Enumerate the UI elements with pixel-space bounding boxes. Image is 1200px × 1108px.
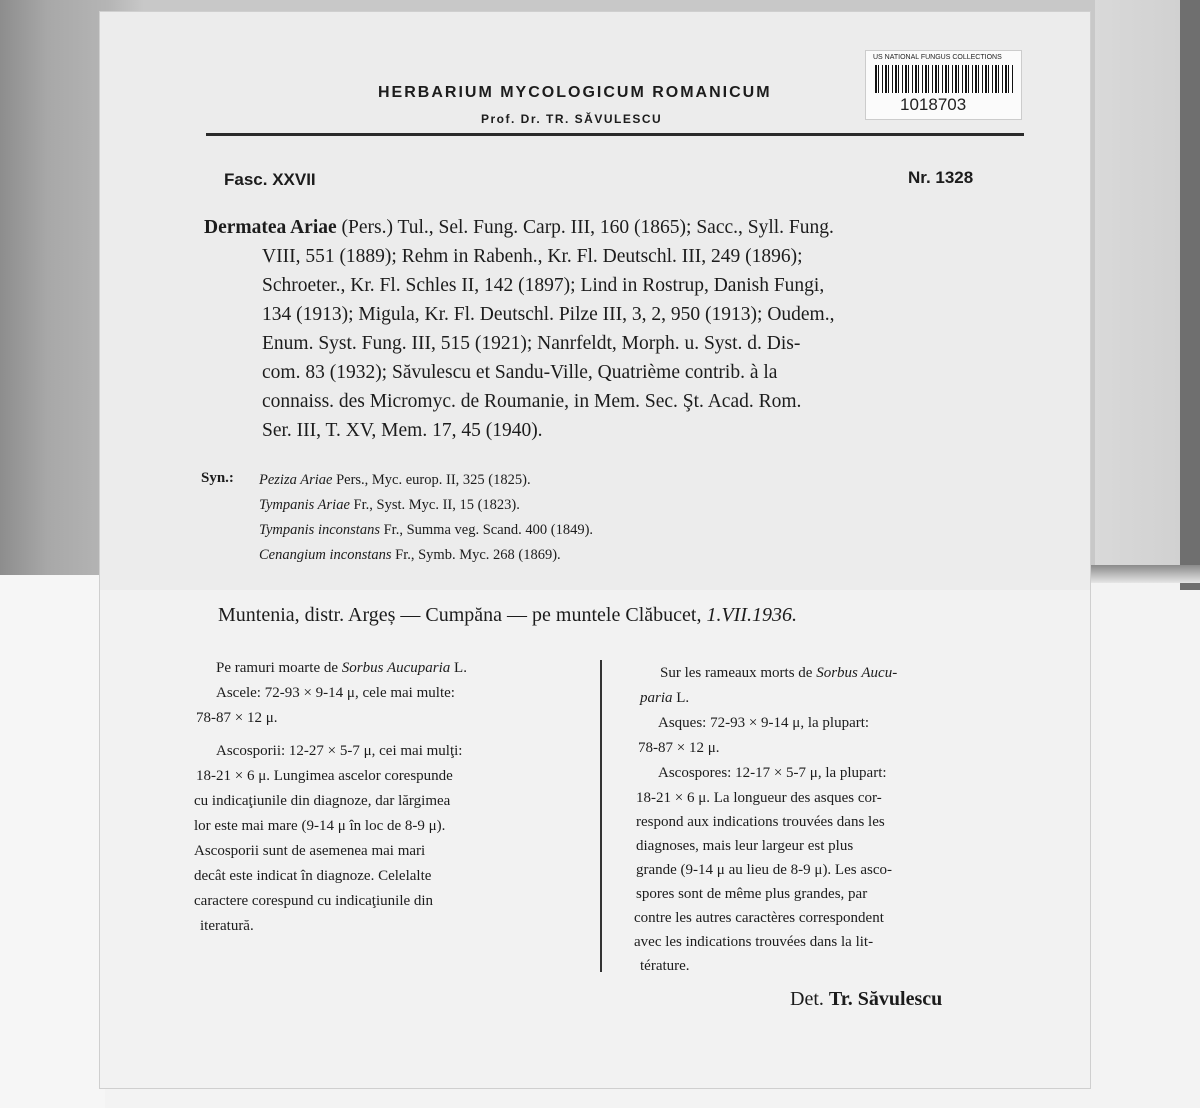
column-divider xyxy=(600,660,602,972)
citation-line-5: Enum. Syst. Fung. III, 515 (1921); Nanrfeldt, Morph. u. Syst. d. Dis- xyxy=(262,333,801,354)
fr-line: avec les indications trouvées dans la lit- xyxy=(634,934,874,950)
catalog-number: 1018703 xyxy=(900,95,967,114)
citation-line-2: VIII, 551 (1889); Rehm in Rabenh., Kr. Fl. Deutschl. III, 249 (1896); xyxy=(262,246,803,267)
collection-name: US NATIONAL FUNGUS COLLECTIONS xyxy=(873,54,1002,61)
scan-edge-strip xyxy=(1180,0,1200,590)
ro-line: lor este mai mare (9-14 μ în loc de 8-9 μ). xyxy=(194,818,446,834)
herbarium-title: HERBARIUM MYCOLOGICUM ROMANICUM xyxy=(378,84,772,101)
synonyms-label: Syn.: xyxy=(201,470,234,486)
fr-line: 18-21 × 6 μ. La longueur des asques cor- xyxy=(636,790,882,806)
determiner-name: Tr. Săvulescu xyxy=(828,988,943,1010)
species-name: Dermatea Ariae xyxy=(204,217,337,238)
synonym-item: Peziza Ariae Pers., Myc. europ. II, 325 (1825). xyxy=(259,472,531,488)
fr-line: grande (9-14 μ au lieu de 8-9 μ). Les asco- xyxy=(636,862,892,878)
ro-line: iteratură. xyxy=(200,918,254,934)
synonym-item: Tympanis Ariae Fr., Syst. Myc. II, 15 (1823). xyxy=(259,497,520,513)
header-rule xyxy=(206,133,1024,136)
ro-line: 78-87 × 12 μ. xyxy=(196,710,278,726)
fr-line: 78-87 × 12 μ. xyxy=(638,740,720,756)
ro-line: Ascosporii sunt de asemenea mai mari xyxy=(194,843,426,859)
fr-line: respond aux indications trouvées dans les xyxy=(636,814,885,830)
ro-line: 18-21 × 6 μ. Lungimea ascelor corespunde xyxy=(196,768,453,784)
fold-shadow xyxy=(1090,565,1200,583)
fr-line: paria L. xyxy=(640,690,690,706)
citation-line-3: Schroeter., Kr. Fl. Schles II, 142 (1897); Lind in Rostrup, Danish Fungi, xyxy=(262,275,825,296)
barcode-sticker xyxy=(865,50,1022,120)
backing-sheet-left xyxy=(0,575,105,1108)
collection-locality: Muntenia, distr. Argeș — Cumpăna — pe muntele Clăbucet, 1.VII.1936. xyxy=(218,604,797,626)
fr-line: Sur les rameaux morts de Sorbus Aucu- xyxy=(660,665,898,681)
fr-line: contre les autres caractères correspondent xyxy=(634,910,884,926)
ro-line: Pe ramuri moarte de Sorbus Aucuparia L. xyxy=(216,660,467,676)
specimen-number: Nr. 1328 xyxy=(908,168,974,187)
synonym-item: Tympanis inconstans Fr., Summa veg. Scand. 400 (1849). xyxy=(259,522,594,538)
ro-line: decât este indicat în diagnoze. Celelalte xyxy=(194,868,432,884)
fr-line: térature. xyxy=(640,958,690,974)
ro-line: Ascele: 72-93 × 9-14 μ, cele mai multe: xyxy=(216,685,455,701)
barcode-image xyxy=(875,65,1013,93)
determiner: Det. Tr. Săvulescu xyxy=(790,988,943,1010)
ro-line: caractere corespund cu indicaţiunile din xyxy=(194,893,434,909)
synonym-item: Cenangium inconstans Fr., Symb. Myc. 268 (1869). xyxy=(259,547,561,563)
fr-line: diagnoses, mais leur largeur est plus xyxy=(636,838,854,854)
herbarium-curator: Prof. Dr. TR. SĂVULESCU xyxy=(481,112,663,126)
citation-line-4: 134 (1913); Migula, Kr. Fl. Deutschl. Pilze III, 3, 2, 950 (1913); Oudem., xyxy=(262,304,835,325)
ro-line: cu indicaţiunile din diagnoze, dar lărgimea xyxy=(194,793,451,809)
citation-line-1: Dermatea Ariae (Pers.) Tul., Sel. Fung. Carp. III, 160 (1865); Sacc., Syll. Fung. xyxy=(204,217,834,238)
fr-line: spores sont de même plus grandes, par xyxy=(636,886,868,902)
citation-line-6: com. 83 (1932); Săvulescu et Sandu-Ville, Quatrième contrib. à la xyxy=(262,362,778,383)
citation-line-8: Ser. III, T. XV, Mem. 17, 45 (1940). xyxy=(262,420,543,441)
fr-line: Ascospores: 12-17 × 5-7 μ, la plupart: xyxy=(658,765,887,781)
fascicle-number: Fasc. XXVII xyxy=(224,170,316,189)
collection-date: 1.VII.1936. xyxy=(706,604,797,626)
fr-line: Asques: 72-93 × 9-14 μ, la plupart: xyxy=(658,715,870,731)
citation-line-7: connaiss. des Micromyc. de Roumanie, in Mem. Sec. Şt. Acad. Rom. xyxy=(262,391,802,412)
ro-line: Ascosporii: 12-27 × 5-7 μ, cei mai mulţi: xyxy=(216,743,463,759)
